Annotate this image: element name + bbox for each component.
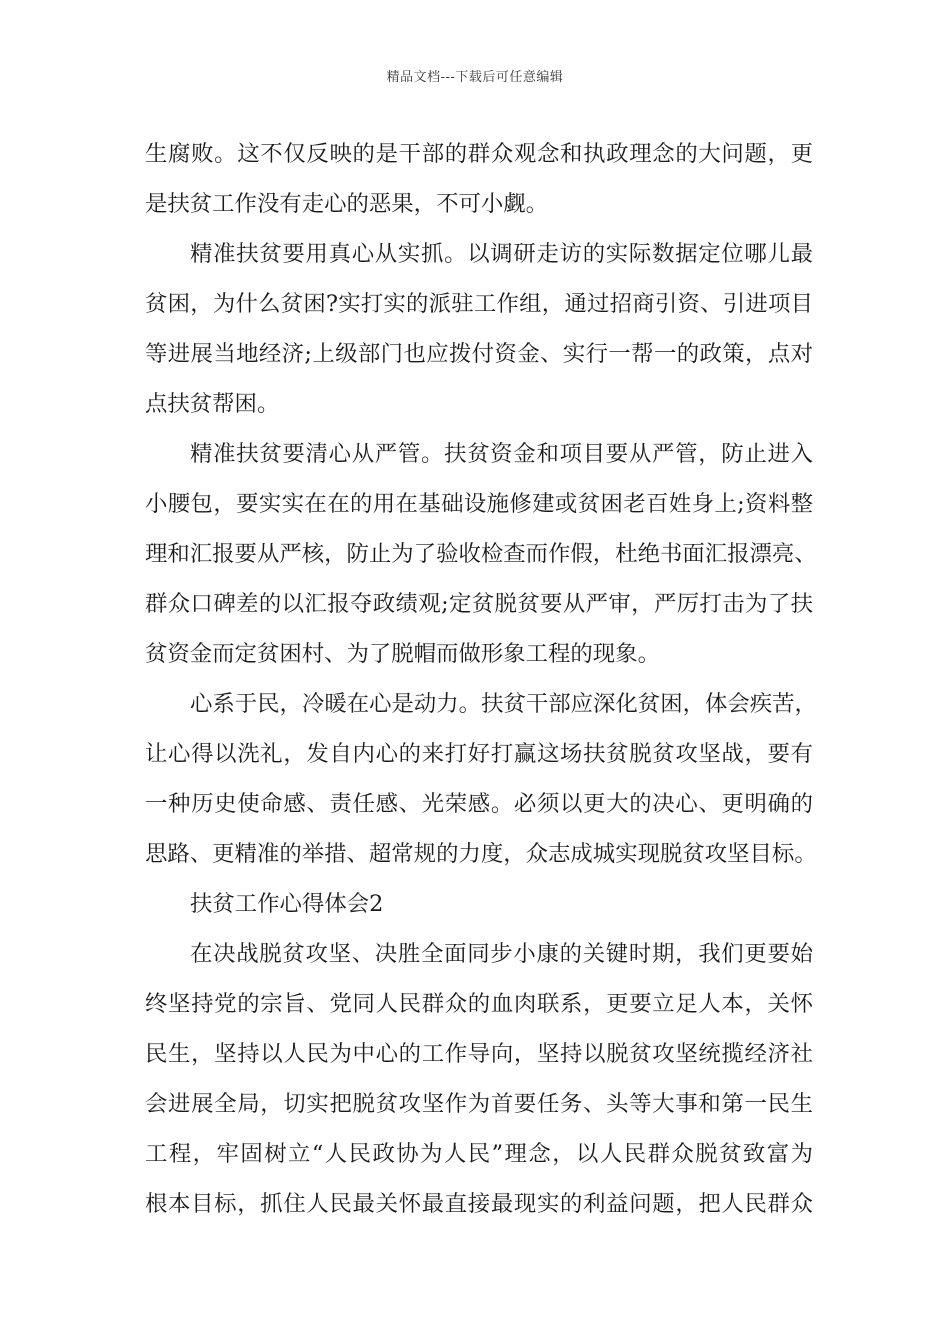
text-line: 根本目标，抓住人民最关怀最直接最现实的利益问题，把人民群众	[145, 1191, 813, 1217]
page-header: 精品文档---下载后可任意编辑	[386, 70, 564, 85]
paragraph-first-line: 在决战脱贫攻坚、决胜全面同步小康的关键时期，我们更要始	[190, 941, 813, 967]
document-body	[145, 129, 817, 1229]
text-line: 贫困，为什么贫困?实打实的派驻工作组，通过招商引资、引进项目	[145, 291, 813, 317]
text-line: 小腰包，要实实在在的用在基础设施修建或贫困老百姓身上;资料整	[145, 491, 813, 517]
text-line: 工程，牢固树立“人民政协为人民”理念，以人民群众脱贫致富为	[145, 1141, 813, 1167]
text-line: 贫资金而定贫困村、为了脱帽而做形象工程的现象。	[145, 641, 660, 667]
text-line: 等进展当地经济;上级部门也应拨付资金、实行一帮一的政策，点对	[145, 341, 813, 367]
text-line: 会进展全局，切实把脱贫攻坚作为首要任务、头等大事和第一民生	[145, 1091, 813, 1117]
paragraph-first-line: 精准扶贫要清心从严管。扶贫资金和项目要从严管，防止进入	[190, 441, 813, 467]
paragraph-first-line: 心系于民，冷暖在心是动力。扶贫干部应深化贫困，体会疾苦，	[190, 691, 817, 717]
text-line: 民生，坚持以人民为中心的工作导向，坚持以脱贫攻坚统揽经济社	[145, 1041, 813, 1067]
text-line: 思路、更精准的举措、超常规的力度，众志成城实现脱贫攻坚目标。	[145, 841, 817, 867]
text-line: 群众口碑差的以汇报夺政绩观;定贫脱贫要从严审，严厉打击为了扶	[145, 591, 813, 617]
text-line: 生腐败。这不仅反映的是干部的群众观念和执政理念的大问题，更	[145, 141, 813, 167]
section-heading: 扶贫工作心得体会2	[190, 891, 384, 917]
paragraph-first-line: 精准扶贫要用真心从实抓。以调研走访的实际数据定位哪儿最	[190, 241, 813, 267]
text-line: 理和汇报要从严核，防止为了验收检查而作假，杜绝书面汇报漂亮、	[145, 541, 817, 567]
text-line: 是扶贫工作没有走心的恶果，不可小觑。	[145, 191, 549, 217]
text-line: 点扶贫帮困。	[145, 391, 280, 417]
text-line: 让心得以洗礼，发自内心的来打好打赢这场扶贫脱贫攻坚战，要有	[145, 741, 813, 767]
text-line: 终坚持党的宗旨、党同人民群众的血肉联系，更要立足人本，关怀	[145, 991, 813, 1017]
text-line: 一种历史使命感、责任感、光荣感。必须以更大的决心、更明确的	[145, 791, 813, 817]
